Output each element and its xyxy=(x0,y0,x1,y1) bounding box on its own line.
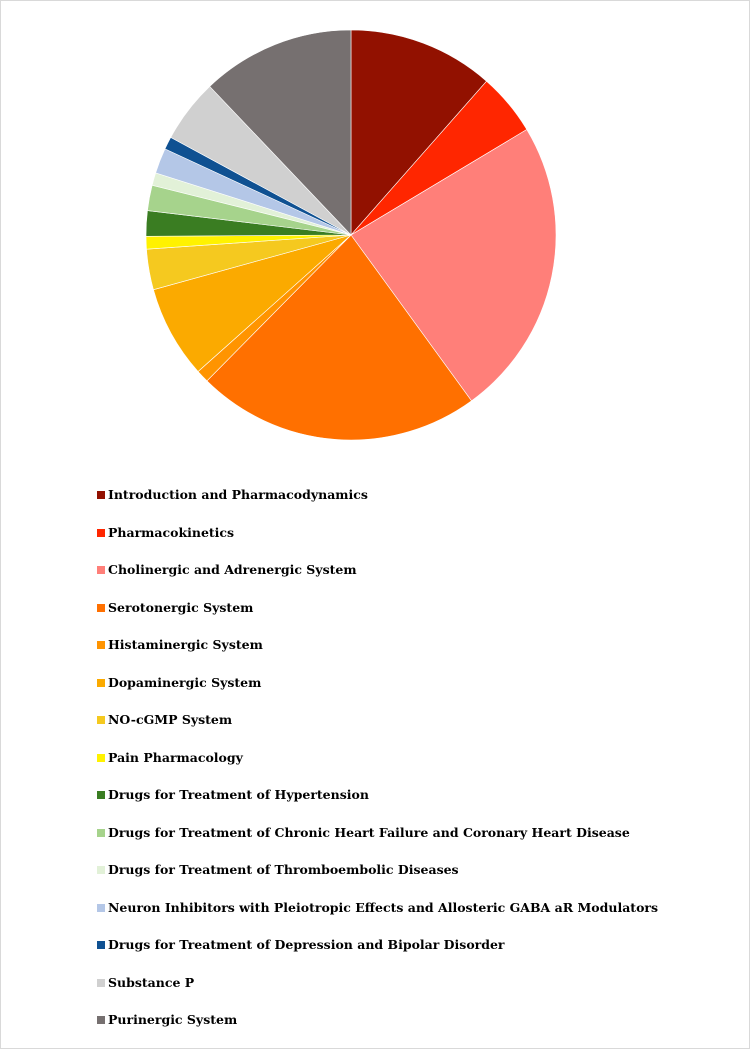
legend-swatch xyxy=(97,491,105,499)
pie-chart xyxy=(141,25,561,445)
legend-swatch xyxy=(97,941,105,949)
legend-label: Pain Pharmacology xyxy=(108,749,243,765)
legend-label: NO-cGMP System xyxy=(108,712,233,727)
legend-swatch xyxy=(97,1016,105,1024)
legend-swatch xyxy=(97,829,105,837)
legend-swatch xyxy=(97,566,105,574)
legend-label: Drugs for Treatment of Thromboembolic Diseases xyxy=(108,862,459,877)
legend-swatch xyxy=(97,791,105,799)
legend-item-7 xyxy=(97,750,658,788)
legend-item-4 xyxy=(97,637,658,675)
legend-swatch xyxy=(97,866,105,874)
legend-label: Drugs for Treatment of Chronic Heart Failure and Coronary Heart Disease xyxy=(108,824,630,840)
legend-swatch xyxy=(97,979,105,987)
legend-item-13 xyxy=(97,975,658,1013)
legend-item-1 xyxy=(97,525,658,563)
legend-label: Dopaminergic System xyxy=(108,674,262,690)
legend-label: Introduction and Pharmacodynamics xyxy=(108,487,368,502)
legend-swatch xyxy=(97,716,105,724)
legend-label: Cholinergic and Adrenergic System xyxy=(108,562,357,577)
legend-item-3 xyxy=(97,600,658,638)
legend-item-5 xyxy=(97,675,658,713)
legend-label: Drugs for Treatment of Depression and Bipolar Disorder xyxy=(108,937,505,952)
legend-label: Purinergic System xyxy=(108,1012,238,1027)
legend-item-12 xyxy=(97,937,658,975)
legend-swatch xyxy=(97,679,105,687)
legend-label: Pharmacokinetics xyxy=(108,524,235,540)
legend-label: Histaminergic System xyxy=(108,637,263,652)
legend-item-10 xyxy=(97,862,658,900)
legend-swatch xyxy=(97,529,105,537)
legend-label: Drugs for Treatment of Hypertension xyxy=(108,787,369,802)
legend-item-6 xyxy=(97,712,658,750)
legend xyxy=(97,487,658,1050)
legend-swatch xyxy=(97,754,105,762)
legend-item-8 xyxy=(97,787,658,825)
legend-label: Neuron Inhibitors with Pleiotropic Effects and Allosteric GABA aR Modulators xyxy=(108,899,659,915)
legend-swatch xyxy=(97,604,105,612)
legend-swatch xyxy=(97,641,105,649)
legend-swatch xyxy=(97,904,105,912)
legend-label: Serotonergic System xyxy=(108,599,254,615)
legend-item-11 xyxy=(97,900,658,938)
legend-item-14 xyxy=(97,1012,658,1050)
legend-item-2 xyxy=(97,562,658,600)
legend-item-9 xyxy=(97,825,658,863)
legend-label: Substance P xyxy=(108,974,195,990)
legend-item-0 xyxy=(97,487,658,525)
